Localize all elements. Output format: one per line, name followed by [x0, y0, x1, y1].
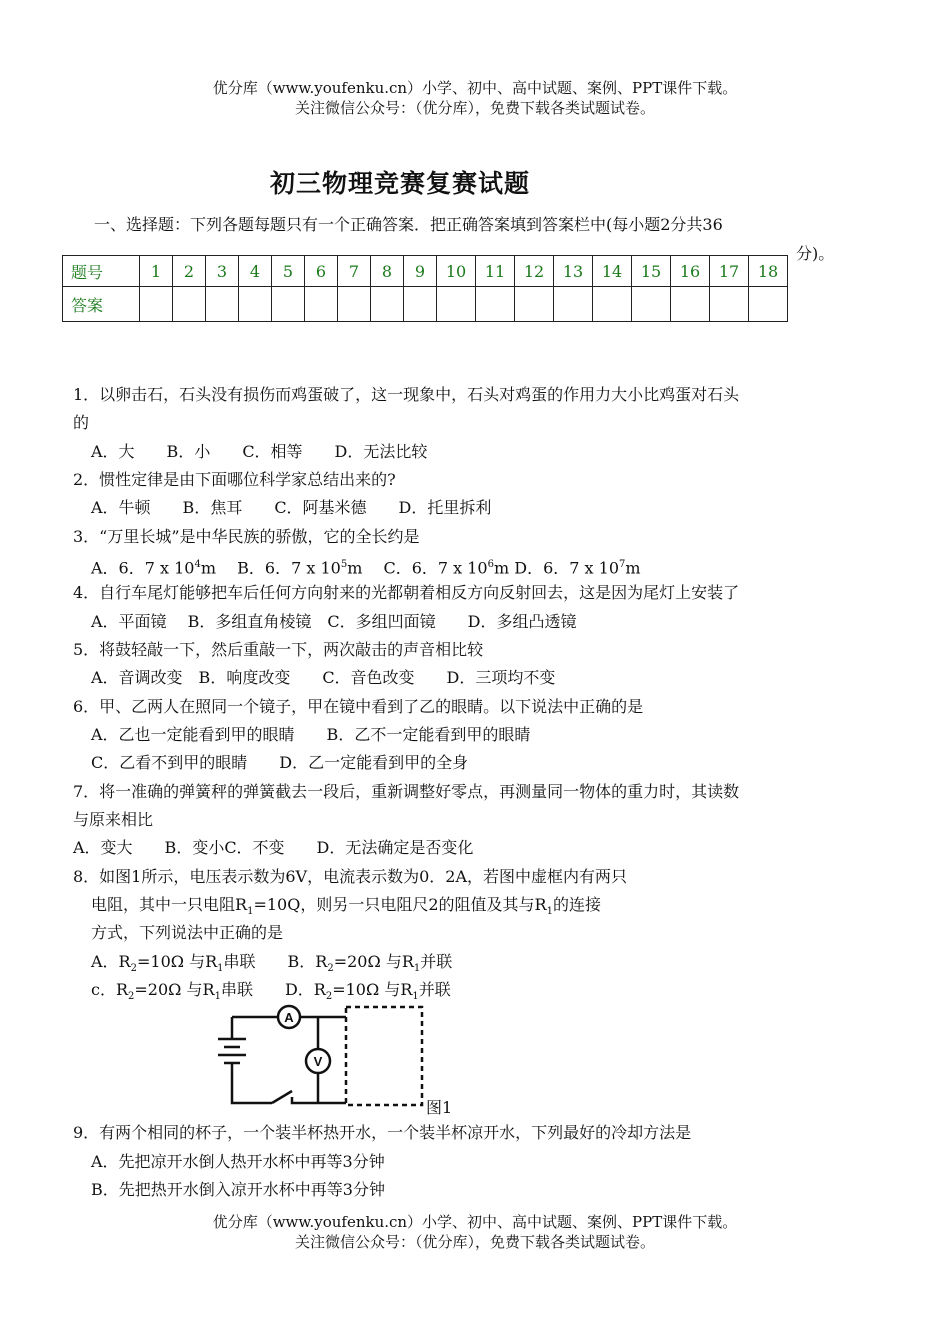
answer-cell[interactable]: [338, 287, 371, 322]
q8c-p1: c．R: [91, 980, 129, 999]
answer-cell[interactable]: [749, 287, 788, 322]
q7-stem: 7．将一准确的弹簧秤的弹簧截去一段后，重新调整好零点，再测量同一物体的重力时，其读数: [73, 782, 740, 801]
table-cell-number: 9: [404, 256, 437, 287]
table-cell-number: 14: [593, 256, 632, 287]
q8-options-ab: [73, 951, 901, 980]
table-cell-number: 12: [515, 256, 554, 287]
answer-cell[interactable]: [437, 287, 476, 322]
q9-stem: 9．有两个相同的杯子，一个装半杯热开水，一个装半杯凉开水，下列最好的冷却方法是: [73, 1123, 692, 1142]
q8-line2-sub2: 1: [546, 906, 553, 918]
q3-option-b-exp: 5: [340, 559, 348, 570]
table-cell-number: 8: [371, 256, 404, 287]
answer-cell[interactable]: [173, 287, 206, 322]
header-line-1: 优分库（www.youfenku.cn）小学、初中、高中试题、案例、PPT课件下载。: [212, 79, 738, 97]
q8a-p1: A．R: [91, 952, 131, 971]
q9-option-b: B．先把热开水倒入凉开水杯中再等3分钟: [91, 1180, 385, 1199]
q5-stem: 5．将鼓轻敲一下，然后重敲一下，两次敲击的声音相比较: [73, 640, 484, 659]
q8c-s3: 2: [325, 991, 333, 1003]
switch-icon: [272, 1091, 292, 1103]
footer-line-2: 关注微信公众号：（优分库），免费下载各类试题试卷。: [294, 1233, 655, 1251]
q2-options: A．牛顿 B．焦耳 C．阿基米德 D．托里拆利: [91, 498, 492, 517]
table-cell-number: 7: [338, 256, 371, 287]
q3-option-c-exp: 6: [487, 559, 494, 570]
table-cell-number: 16: [671, 256, 710, 287]
figure-label: 图1: [426, 1098, 453, 1117]
q8c-p3: 串联 D．R: [220, 980, 326, 999]
q8-options-cd: [73, 979, 901, 1008]
q3-option-a: A．6．7 x 10: [91, 558, 195, 578]
q3-option-d-exp: 7: [619, 559, 626, 570]
dashed-box: [346, 1007, 422, 1105]
answer-cell[interactable]: [515, 287, 554, 322]
section-instructions: [94, 214, 884, 263]
answer-cell[interactable]: [710, 287, 749, 322]
q8-line2-sub1: 1: [247, 906, 254, 918]
q8c-p4: =10Ω 与R: [332, 980, 413, 999]
q3-stem: 3．“万里长城”是中华民族的骄傲，它的全长约是: [73, 527, 420, 546]
answer-cell[interactable]: [476, 287, 515, 322]
table-cell-number: 17: [710, 256, 749, 287]
q7-options: A．变大 B．变小C．不变 D．无法确定是否变化: [73, 838, 474, 857]
row-label-answer: 答案: [63, 287, 140, 322]
voltmeter-icon: [306, 1049, 330, 1073]
table-cell-number: 4: [239, 256, 272, 287]
q8c-p5: 并联: [418, 980, 451, 999]
q3-option-a-unit: m: [200, 558, 217, 578]
table-cell-number: 6: [305, 256, 338, 287]
answer-table: [62, 255, 788, 322]
q3-option-b-unit: m: [347, 558, 363, 578]
answer-cell[interactable]: [305, 287, 338, 322]
battery-icon: [218, 1039, 246, 1071]
q8c-s4: 1: [412, 991, 419, 1003]
ammeter-icon: [278, 1006, 300, 1028]
q8a-s1: 2: [130, 963, 137, 975]
instructions-main: 一、选择题：下列各题每题只有一个正确答案．把正确答案填到答案栏中(每小题2分共36: [94, 215, 723, 234]
q8a-s4: 1: [413, 963, 421, 975]
page-title: 初三物理竞赛复赛试题: [269, 169, 530, 198]
q8a-s2: 1: [217, 963, 224, 975]
table-cell-number: 3: [206, 256, 239, 287]
q8a-p2: =10Ω 与R: [136, 952, 218, 971]
q8-line2-part1: 电阻，其中一只电阻R: [91, 895, 248, 914]
q2-stem: 2．惯性定律是由下面哪位科学家总结出来的?: [73, 470, 396, 489]
q9-option-a: A．先把凉开水倒人热开水杯中再等3分钟: [91, 1152, 385, 1171]
q1-stem-cont: 的: [73, 413, 90, 432]
answer-cell[interactable]: [593, 287, 632, 322]
q3-option-a-exp: 4: [194, 559, 201, 570]
q8a-s3: 2: [327, 963, 334, 975]
table-cell-number: 5: [272, 256, 305, 287]
q1-options: A．大 B．小 C．相等 D．无法比较: [91, 442, 428, 461]
table-cell-number: 18: [749, 256, 788, 287]
header-line-2: 关注微信公众号：（优分库），免费下载各类试题试卷。: [294, 99, 655, 117]
answer-cell[interactable]: [554, 287, 593, 322]
q5-options: A．音调改变 B．响度改变 C．音色改变 D．三项均不变: [91, 668, 556, 687]
q3-option-d-unit: m: [625, 558, 641, 578]
q3-option-b: B．6．7 x 10: [237, 558, 341, 578]
answer-cell[interactable]: [272, 287, 305, 322]
q3-options: [73, 554, 901, 579]
circuit-figure: [210, 1003, 430, 1113]
q8a-p4: =20Ω 与R: [333, 952, 414, 971]
q4-options: A．平面镜 B．多组直角棱镜 C．多组凹面镜 D．多组凸透镜: [91, 612, 577, 631]
q8a-p3: 串联 B．R: [223, 952, 328, 971]
q8c-s2: 1: [214, 991, 221, 1003]
q6-options-ab: A．乙也一定能看到甲的眼睛 B．乙不一定能看到甲的眼睛: [91, 725, 531, 744]
table-cell-number: 10: [437, 256, 476, 287]
q3-option-c: C．6．7 x 10: [383, 558, 488, 578]
q4-stem: 4．自行车尾灯能够把车后任何方向射来的光都朝着相反方向反射回去，这是因为尾灯上安装了: [73, 583, 740, 602]
row-label-number: 题号: [63, 256, 140, 287]
footer-line-1: 优分库（www.youfenku.cn）小学、初中、高中试题、案例、PPT课件下载。: [212, 1213, 738, 1231]
q8c-s1: 2: [128, 991, 135, 1003]
ammeter-label: A: [284, 1010, 294, 1025]
table-cell-number: 1: [140, 256, 173, 287]
table-cell-number: 15: [632, 256, 671, 287]
q7-stem-cont: 与原来相比: [73, 810, 154, 829]
voltmeter-label: V: [313, 1054, 323, 1069]
q8a-p5: 并联: [420, 952, 453, 971]
table-cell-number: 13: [554, 256, 593, 287]
q8-line2-part3: 的连接: [552, 895, 601, 914]
answer-cell[interactable]: [671, 287, 710, 322]
q8-stem-line3: 方式，下列说法中正确的是: [91, 923, 284, 942]
q8-stem-line2: [73, 894, 901, 923]
instructions-tail: 分)。: [796, 244, 835, 263]
answer-cell[interactable]: [632, 287, 671, 322]
q8c-p2: =20Ω 与R: [134, 980, 215, 999]
answer-table-answer-row: [63, 287, 788, 322]
q8-stem: 8．如图1所示，电压表示数为6V，电流表示数为0．2A，若图中虚框内有两只: [73, 867, 628, 886]
table-cell-number: 11: [476, 256, 515, 287]
answer-cell[interactable]: [206, 287, 239, 322]
answer-cell[interactable]: [371, 287, 404, 322]
answer-table-number-row: [63, 256, 788, 287]
table-cell-number: 2: [173, 256, 206, 287]
q1-stem: 1．以卵击石，石头没有损伤而鸡蛋破了，这一现象中，石头对鸡蛋的作用力大小比鸡蛋对石头: [73, 385, 740, 404]
answer-cell[interactable]: [140, 287, 173, 322]
answer-cell[interactable]: [239, 287, 272, 322]
q3-option-c-unit: m D．6．7 x 10: [494, 558, 620, 578]
q8-line2-part2: =10Q，则另一只电阻尺2的阻值及其与R: [253, 895, 547, 914]
answer-cell[interactable]: [404, 287, 437, 322]
q6-options-cd: C．乙看不到甲的眼睛 D．乙一定能看到甲的全身: [91, 753, 469, 772]
q6-stem: 6．甲、乙两人在照同一个镜子，甲在镜中看到了乙的眼睛。以下说法中正确的是: [73, 697, 644, 716]
